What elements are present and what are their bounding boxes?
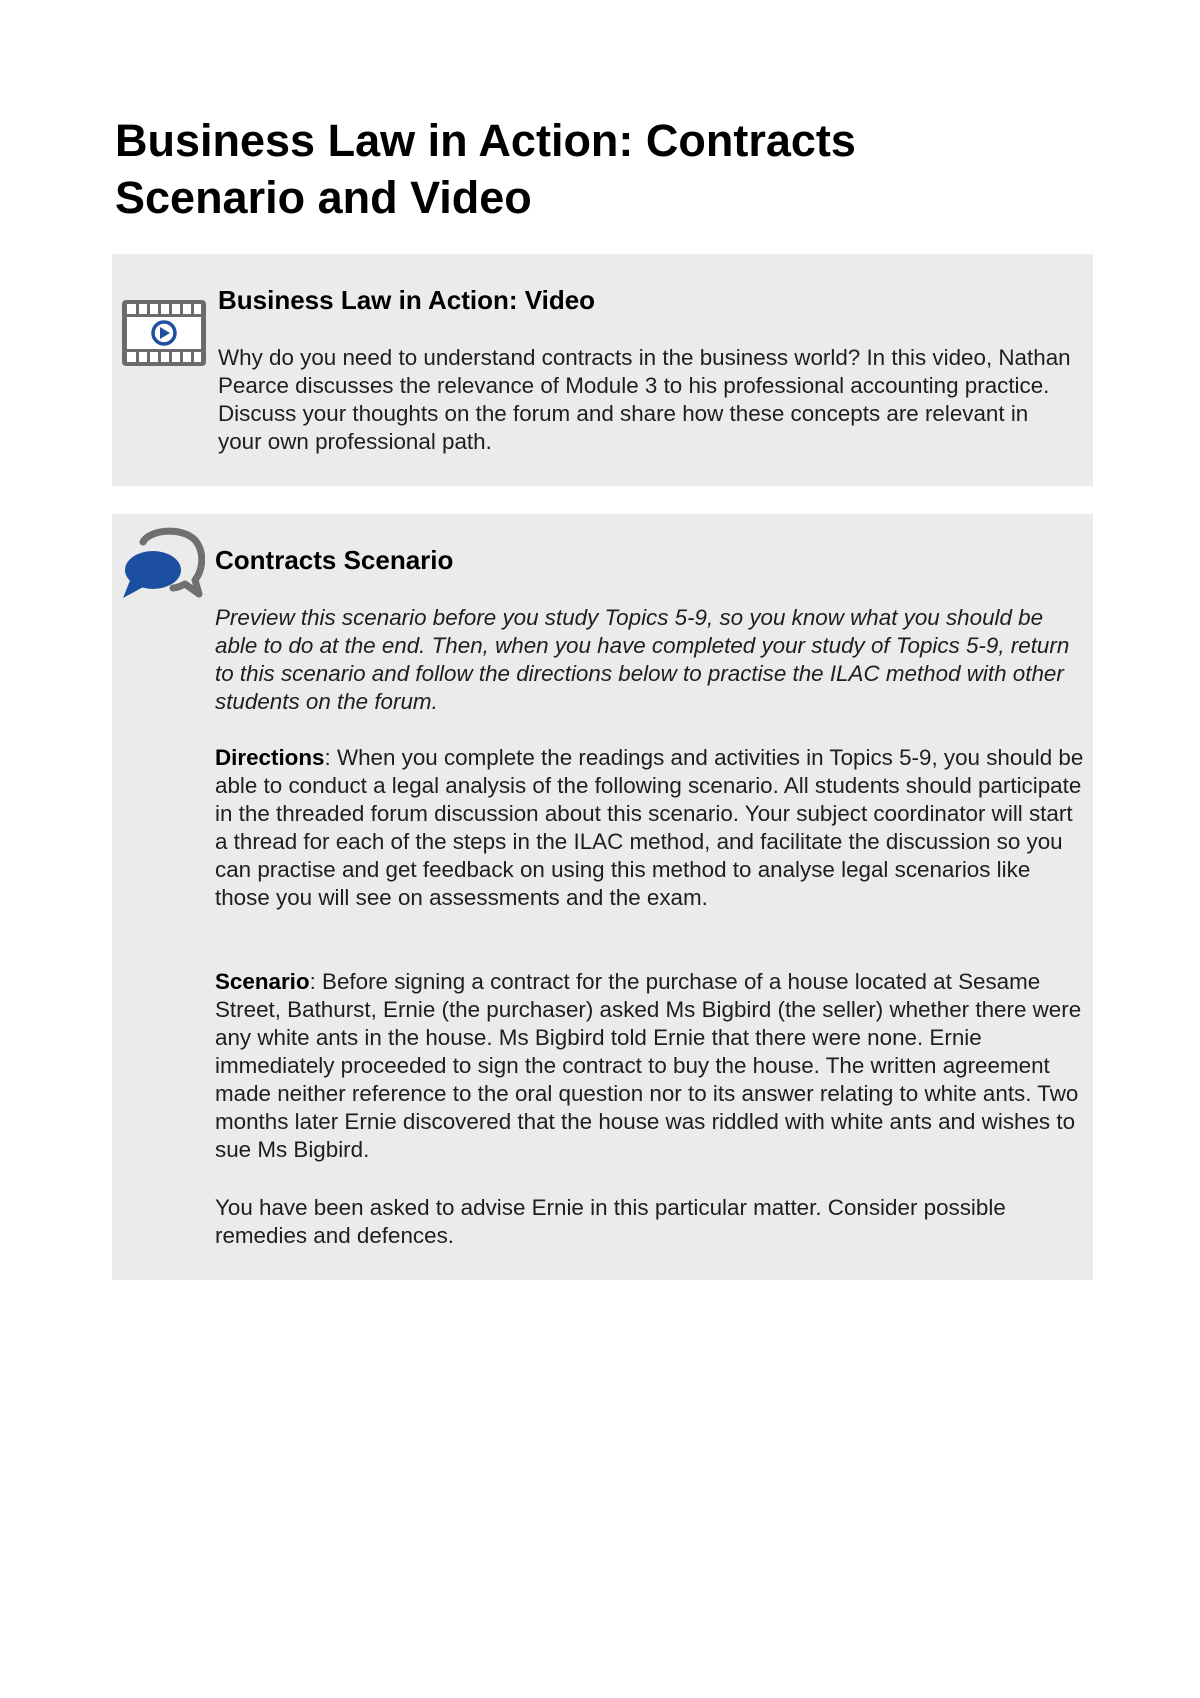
- film-play-icon: [120, 298, 208, 368]
- scenario-panel-heading: Contracts Scenario: [215, 545, 454, 575]
- scenario-label: Scenario: [215, 969, 310, 994]
- video-panel-description: Why do you need to understand contracts in the business world? In this video, Nathan Pearce discusses the relevance of Module 3 to his professional accounting practice. Discuss your thoughts on the forum and share how these concepts are relevant in your own professional path.: [218, 345, 1071, 454]
- scenario-preview-note: Preview this scenario before you study Topics 5-9, so you know what you should be able to do at the end. Then, when you have completed your study of Topics 5-9, return to this scenario and follow the directions below to practise the ILAC method with other students on the forum.: [215, 605, 1070, 714]
- scenario-text: : Before signing a contract for the purchase of a house located at Sesame Street, Bathurst, Ernie (the purchaser) asked Ms Bigbird (the seller) whether there were any white ants in the house. Ms Bigbird told Ernie that there were none. Ernie immediately proceeded to sign the contract to buy the house. The written agreement made neither reference to the oral question nor to its answer relating to white ants. Two months later Ernie discovered that the house was riddled with white ants and wishes to sue Ms Bigbird.: [215, 969, 1082, 1162]
- advise-paragraph: You have been asked to advise Ernie in this particular matter. Consider possible remedies and defences.: [215, 1195, 1006, 1248]
- discussion-bubble-icon: [119, 522, 205, 604]
- scenario-panel: [112, 514, 1093, 1280]
- directions-text: : When you complete the readings and activities in Topics 5-9, you should be able to conduct a legal analysis of the following scenario. All students should participate in the threaded forum discussion about this scenario. Your subject coordinator will start a thread for each of the steps in the ILAC method, and facilitate the discussion so you can practise and get feedback on using this method to analyse legal scenarios like those you will see on assessments and the exam.: [215, 745, 1084, 910]
- video-panel: [112, 254, 1093, 486]
- page-title: Business Law in Action: Contracts Scenario and Video: [115, 115, 856, 223]
- scenario-paragraph: [215, 968, 1090, 1164]
- directions-label: Directions: [215, 745, 325, 770]
- video-panel-heading: Business Law in Action: Video: [218, 285, 596, 315]
- directions-paragraph: [215, 744, 1090, 912]
